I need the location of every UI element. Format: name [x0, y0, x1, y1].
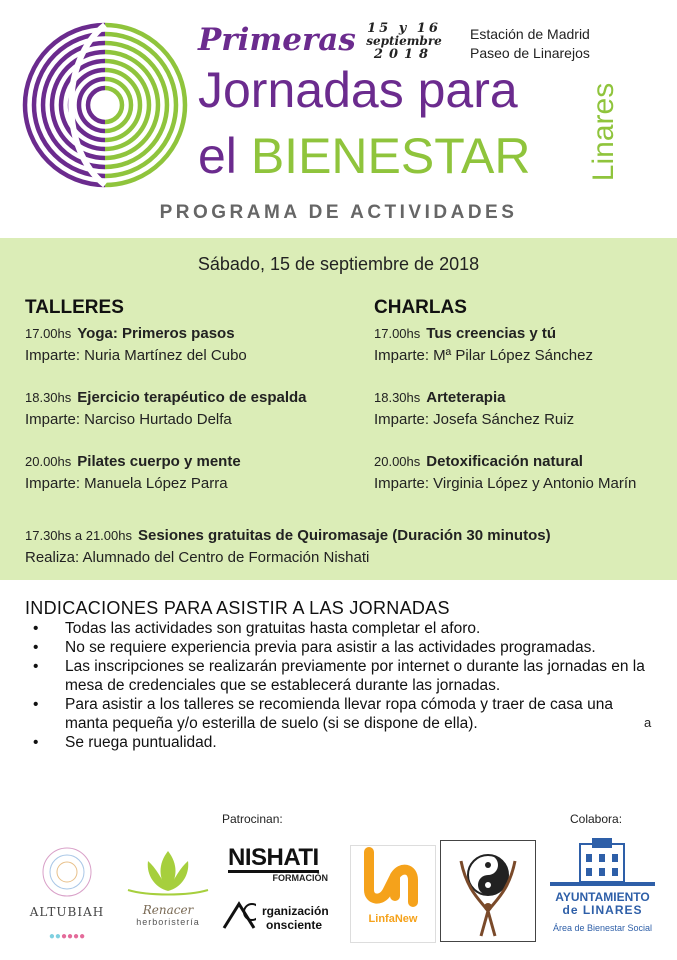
renacer-sub: herboristería — [136, 917, 200, 927]
charlas-column — [374, 297, 674, 515]
taller-time: 18.30hs — [25, 390, 72, 405]
dates-year: 2018 — [373, 47, 435, 62]
ayuntamiento-line-3: Área de Bienestar Social — [552, 923, 653, 933]
mandala-icon — [22, 840, 112, 900]
taller-instructor: Imparte: Nuria Martínez del Cubo — [25, 347, 247, 364]
taller-time: 17.00hs — [25, 326, 72, 341]
ayuntamiento-logo — [540, 838, 665, 940]
vertical-linares-text: Linares — [587, 82, 620, 182]
nishati-sub: FORMACIÓN — [272, 873, 328, 883]
ayuntamiento-line-2: de LINARES — [562, 903, 643, 917]
town-hall-icon — [540, 838, 665, 886]
stray-letter: a — [644, 715, 652, 730]
title-el: el — [198, 128, 237, 184]
primeras-label: Primeras — [198, 22, 356, 58]
org-line-1: rganización — [262, 904, 329, 918]
title-line-2 — [198, 128, 531, 184]
indicaciones-list — [25, 619, 655, 752]
color-dots-icon: ●●●●●● — [48, 931, 86, 942]
charla-speaker: Imparte: Mª Pilar López Sánchez — [374, 347, 593, 364]
taller-time: 20.00hs — [25, 454, 72, 469]
taller-item — [25, 387, 345, 431]
indicacion-item: • Todas las actividades son gratuitas hasta completar el aforo. — [25, 619, 655, 638]
venue — [470, 25, 590, 63]
taller-instructor: Imparte: Manuela López Parra — [25, 475, 228, 492]
charla-time: 20.00hs — [374, 454, 421, 469]
talleres-title: TALLERES — [25, 297, 124, 318]
altubiah-name: ALTUBIAH — [29, 905, 105, 919]
organizacion-consciente-logo — [222, 898, 342, 938]
indicacion-item: • Las inscripciones se realizarán previamente por internet o durante las jornadas en la mesa de credenciales que se establecerá durante las jornadas. — [25, 657, 655, 695]
indicaciones-title: INDICACIONES PARA ASISTIR A LAS JORNADAS — [25, 598, 450, 618]
taller-name: Ejercicio terapéutico de espalda — [77, 389, 307, 406]
patrocinan-label: Patrocinan: — [222, 812, 283, 826]
lotus-icon — [118, 846, 218, 896]
taller-instructor: Imparte: Narciso Hurtado Delfa — [25, 411, 232, 428]
venue-line-2: Paseo de Linarejos — [470, 45, 590, 61]
charla-time: 18.30hs — [374, 390, 421, 405]
title-line-1: Jornadas para — [198, 62, 518, 118]
nishati-name: NISHATI — [228, 844, 319, 871]
indicaciones-section — [25, 598, 655, 752]
taller-item — [25, 323, 345, 367]
quiro-who: Realiza: Alumnado del Centro de Formación Nishati — [25, 549, 370, 566]
dates-days: 15 y 16 — [367, 21, 441, 36]
charla-name: Detoxificación natural — [426, 453, 583, 470]
charla-item — [374, 323, 674, 367]
taller-name: Yoga: Primeros pasos — [77, 325, 235, 342]
renacer-name: Renacer — [142, 903, 194, 917]
linfanew-ln-icon — [351, 846, 435, 908]
vertical-linares — [584, 75, 624, 190]
quiromasaje-item — [25, 525, 665, 569]
spiral-logo-icon — [20, 20, 190, 190]
title-bienestar: BIENESTAR — [250, 128, 531, 184]
triangle-eye-icon — [222, 898, 256, 932]
talleres-column — [25, 297, 345, 515]
taller-name: Pilates cuerpo y mente — [77, 453, 241, 470]
linfanew-logo — [350, 845, 436, 943]
charla-speaker: Imparte: Virginia López y Antonio Marín — [374, 475, 637, 492]
renacer-logo — [118, 846, 218, 936]
quiro-name: Sesiones gratuitas de Quiromasaje (Duración 30 minutos) — [137, 527, 551, 544]
indicacion-item: • No se requiere experiencia previa para asistir a las actividades programadas. — [25, 638, 655, 657]
taller-item — [25, 451, 345, 495]
charla-name: Arteterapia — [426, 389, 506, 406]
colabora-label: Colabora: — [570, 812, 623, 826]
program-date: Sábado, 15 de septiembre de 2018 — [197, 254, 480, 274]
nishati-logo — [228, 846, 336, 891]
dates-month: septiembre — [366, 34, 442, 48]
org-line-2: onsciente — [266, 918, 323, 932]
quiro-time: 17.30hs a 21.00hs — [25, 528, 132, 543]
altubiah-logo — [22, 840, 112, 940]
indicacion-item: • Se ruega puntualidad. — [25, 733, 655, 752]
charla-time: 17.00hs — [374, 326, 421, 341]
event-dates — [358, 22, 450, 61]
venue-line-1: Estación de Madrid — [470, 26, 590, 42]
charla-item — [374, 451, 674, 495]
linfanew-name: LinfaNew — [368, 913, 418, 925]
yin-yang-logo — [440, 840, 536, 942]
ayuntamiento-line-1: AYUNTAMIENTO — [555, 890, 650, 904]
charla-speaker: Imparte: Josefa Sánchez Ruiz — [374, 411, 575, 428]
indicacion-item: • Para asistir a los talleres se recomienda llevar ropa cómoda y traer de casa una manta pequeña y/o esterilla de suelo (si se dispone de ella). — [25, 695, 655, 733]
charla-item — [374, 387, 674, 431]
programa-heading: PROGRAMA DE ACTIVIDADES — [159, 202, 518, 223]
yin-yang-icon — [441, 841, 535, 941]
charlas-title: CHARLAS — [374, 297, 467, 318]
charla-name: Tus creencias y tú — [426, 325, 557, 342]
